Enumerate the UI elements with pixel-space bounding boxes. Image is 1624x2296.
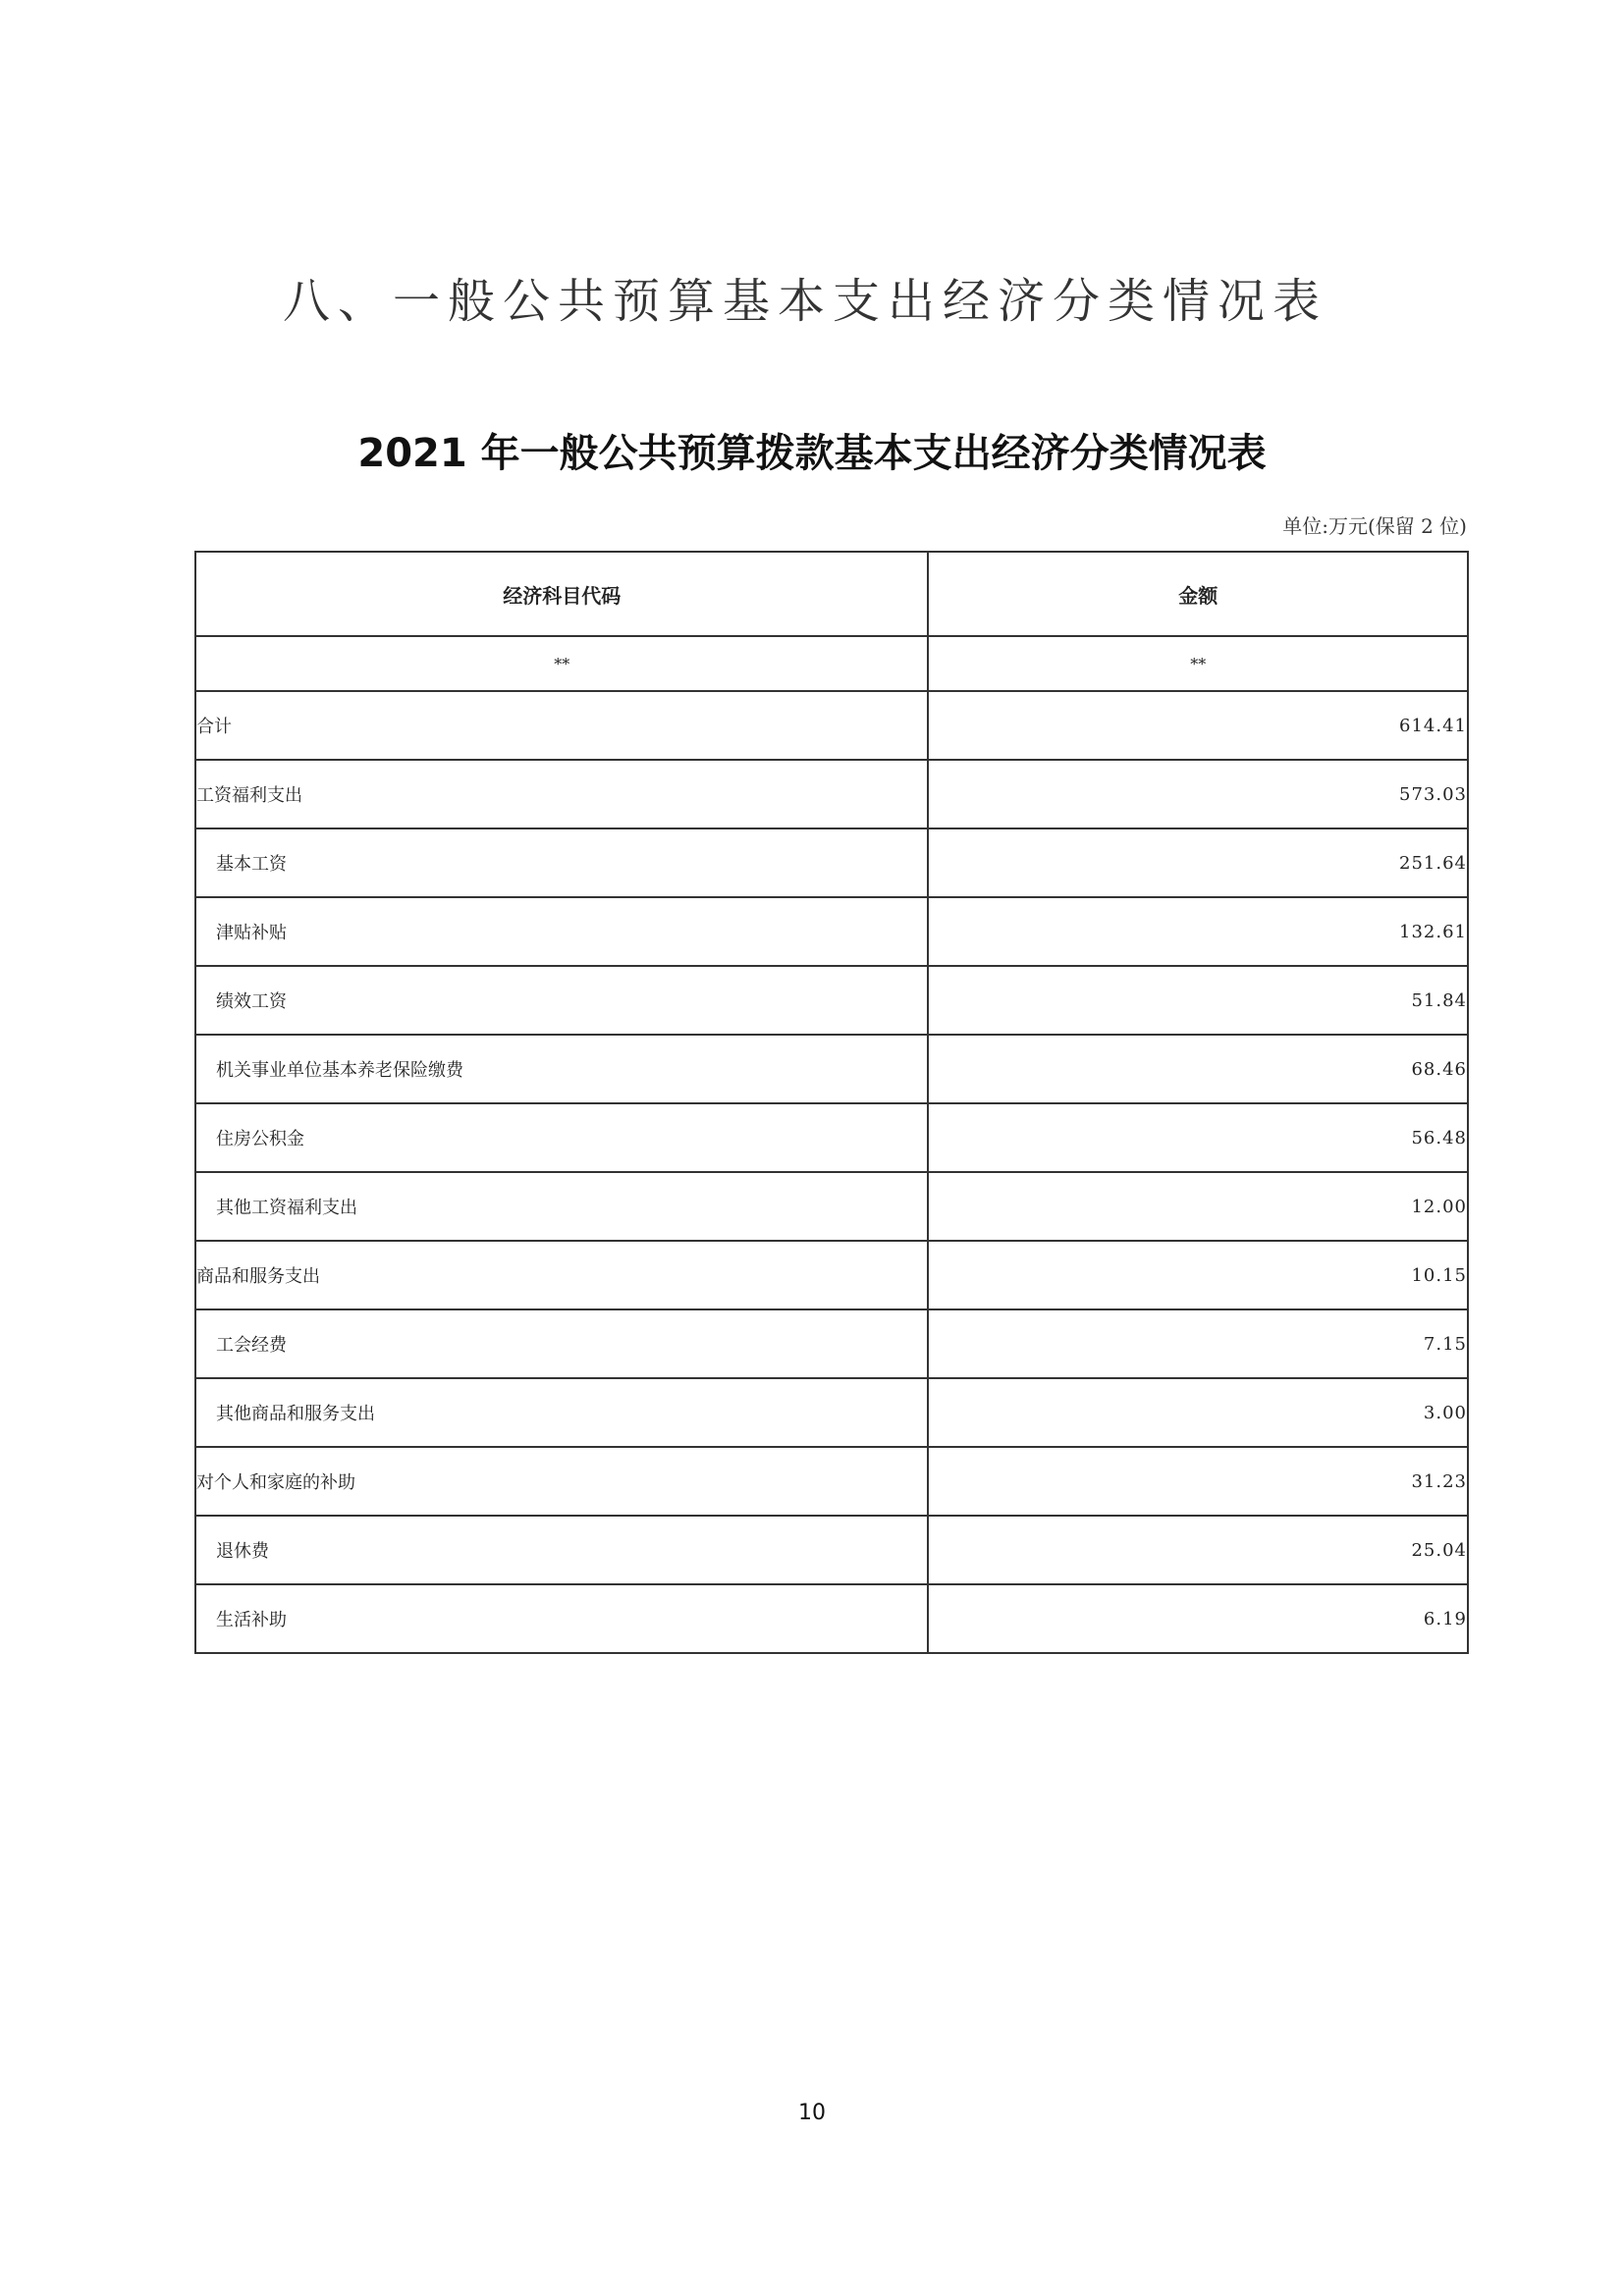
item-amount: 573.03	[928, 760, 1468, 828]
item-amount: 6.19	[928, 1584, 1468, 1653]
table-title: 2021 年一般公共预算拨款基本支出经济分类情况表	[357, 431, 1267, 476]
item-name: 退休费	[195, 1516, 928, 1584]
item-name: 住房公积金	[195, 1103, 928, 1172]
item-name: 基本工资	[195, 828, 928, 897]
header-economic-code: 经济科目代码	[195, 552, 928, 636]
item-name: 工资福利支出	[195, 760, 928, 828]
item-name: 机关事业单位基本养老保险缴费	[195, 1035, 928, 1103]
unit-note: 单位:万元(保留 2 位)	[1282, 514, 1467, 538]
item-amount: 56.48	[928, 1103, 1468, 1172]
item-name: 绩效工资	[195, 966, 928, 1035]
item-name: 津贴补贴	[195, 897, 928, 966]
table-body	[195, 636, 1468, 1653]
table-row	[195, 1584, 1468, 1653]
table-row	[195, 1378, 1468, 1447]
item-amount: 31.23	[928, 1447, 1468, 1516]
item-name: 合计	[195, 691, 928, 760]
table-row	[195, 1172, 1468, 1241]
item-amount: 51.84	[928, 966, 1468, 1035]
table-row	[195, 1447, 1468, 1516]
section-heading: 八、一般公共预算基本支出经济分类情况表	[283, 274, 1328, 329]
item-name: 其他工资福利支出	[195, 1172, 928, 1241]
table-row	[195, 691, 1468, 760]
table-row	[195, 1516, 1468, 1584]
item-amount: 10.15	[928, 1241, 1468, 1309]
table-row	[195, 828, 1468, 897]
item-amount: 132.61	[928, 897, 1468, 966]
table-row	[195, 1035, 1468, 1103]
table-row	[195, 1309, 1468, 1378]
item-name: 对个人和家庭的补助	[195, 1447, 928, 1516]
item-amount: 25.04	[928, 1516, 1468, 1584]
marker-row	[195, 636, 1468, 691]
item-amount: 7.15	[928, 1309, 1468, 1378]
table-row	[195, 966, 1468, 1035]
item-amount: 251.64	[928, 828, 1468, 897]
marker-cell: **	[928, 636, 1468, 691]
item-name: 生活补助	[195, 1584, 928, 1653]
page-number: 10	[798, 2101, 826, 2125]
marker-cell: **	[195, 636, 928, 691]
table-header-row	[195, 552, 1468, 636]
item-amount: 12.00	[928, 1172, 1468, 1241]
table-row	[195, 760, 1468, 828]
item-name: 商品和服务支出	[195, 1241, 928, 1309]
item-amount: 614.41	[928, 691, 1468, 760]
item-name: 工会经费	[195, 1309, 928, 1378]
table-row	[195, 897, 1468, 966]
item-amount: 68.46	[928, 1035, 1468, 1103]
item-name: 其他商品和服务支出	[195, 1378, 928, 1447]
table-row	[195, 1241, 1468, 1309]
table-row	[195, 1103, 1468, 1172]
item-amount: 3.00	[928, 1378, 1468, 1447]
header-amount: 金额	[928, 552, 1468, 636]
expenditure-table	[194, 551, 1469, 1654]
